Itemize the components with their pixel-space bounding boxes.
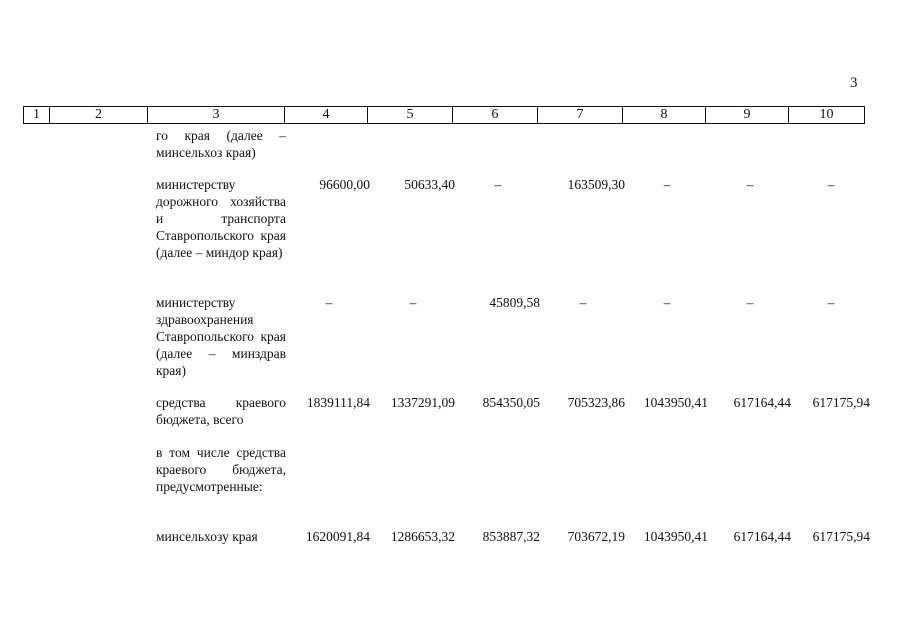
- row-name: в том числе средства краевого бюджета, предусмотренные:: [156, 445, 286, 494]
- cell-col-5: –: [409, 295, 417, 310]
- cell-col-10: –: [827, 295, 835, 310]
- header-col-10: 10: [789, 107, 865, 124]
- cell-col-5: 50633,40: [404, 177, 455, 192]
- header-col-7: 7: [538, 107, 623, 124]
- page-number: 3: [850, 75, 858, 91]
- cell-col-8: –: [663, 177, 671, 192]
- cell-col-4: 96600,00: [319, 177, 370, 192]
- row-name: минсельхозу края: [156, 529, 258, 544]
- cell-col-5: 1286653,32: [390, 529, 455, 544]
- row-name: средства краевого бюджета, всего: [156, 395, 286, 427]
- cell-col-10: –: [827, 177, 835, 192]
- row-name: министерству дорожного хозяйства и транспорта Ставропольского края (далее – миндор края): [156, 177, 286, 260]
- cell-col-9: –: [746, 295, 754, 310]
- row-name: го края (далее – минсельхоз края): [156, 128, 286, 160]
- header-col-9: 9: [706, 107, 789, 124]
- header-col-2: 2: [50, 107, 148, 124]
- header-col-3: 3: [148, 107, 285, 124]
- header-col-1: 1: [24, 107, 50, 124]
- header-col-4: 4: [285, 107, 368, 124]
- cell-col-10: 617175,94: [812, 529, 870, 544]
- cell-col-6: 45809,58: [489, 295, 540, 310]
- cell-col-9: –: [746, 177, 754, 192]
- row-name: министерству здравоохранения Ставропольского края (далее – минздрав края): [156, 295, 286, 378]
- cell-col-7: 703672,19: [567, 529, 625, 544]
- cell-col-7: –: [579, 295, 587, 310]
- cell-col-6: 853887,32: [482, 529, 540, 544]
- column-number-header: [23, 106, 865, 124]
- cell-col-8: 1043950,41: [643, 395, 708, 410]
- cell-col-9: 617164,44: [733, 395, 791, 410]
- header-col-5: 5: [368, 107, 453, 124]
- cell-col-7: 705323,86: [567, 395, 625, 410]
- cell-col-4: 1839111,84: [306, 395, 370, 410]
- cell-col-8: 1043950,41: [643, 529, 708, 544]
- cell-col-8: –: [663, 295, 671, 310]
- header-row: [24, 107, 865, 124]
- cell-col-5: 1337291,09: [390, 395, 455, 410]
- cell-col-6: 854350,05: [482, 395, 540, 410]
- header-col-6: 6: [453, 107, 538, 124]
- cell-col-4: –: [325, 295, 333, 310]
- cell-col-7: 163509,30: [567, 177, 625, 192]
- cell-col-6: –: [494, 177, 502, 192]
- cell-col-4: 1620091,84: [305, 529, 370, 544]
- header-col-8: 8: [623, 107, 706, 124]
- cell-col-10: 617175,94: [812, 395, 870, 410]
- cell-col-9: 617164,44: [733, 529, 791, 544]
